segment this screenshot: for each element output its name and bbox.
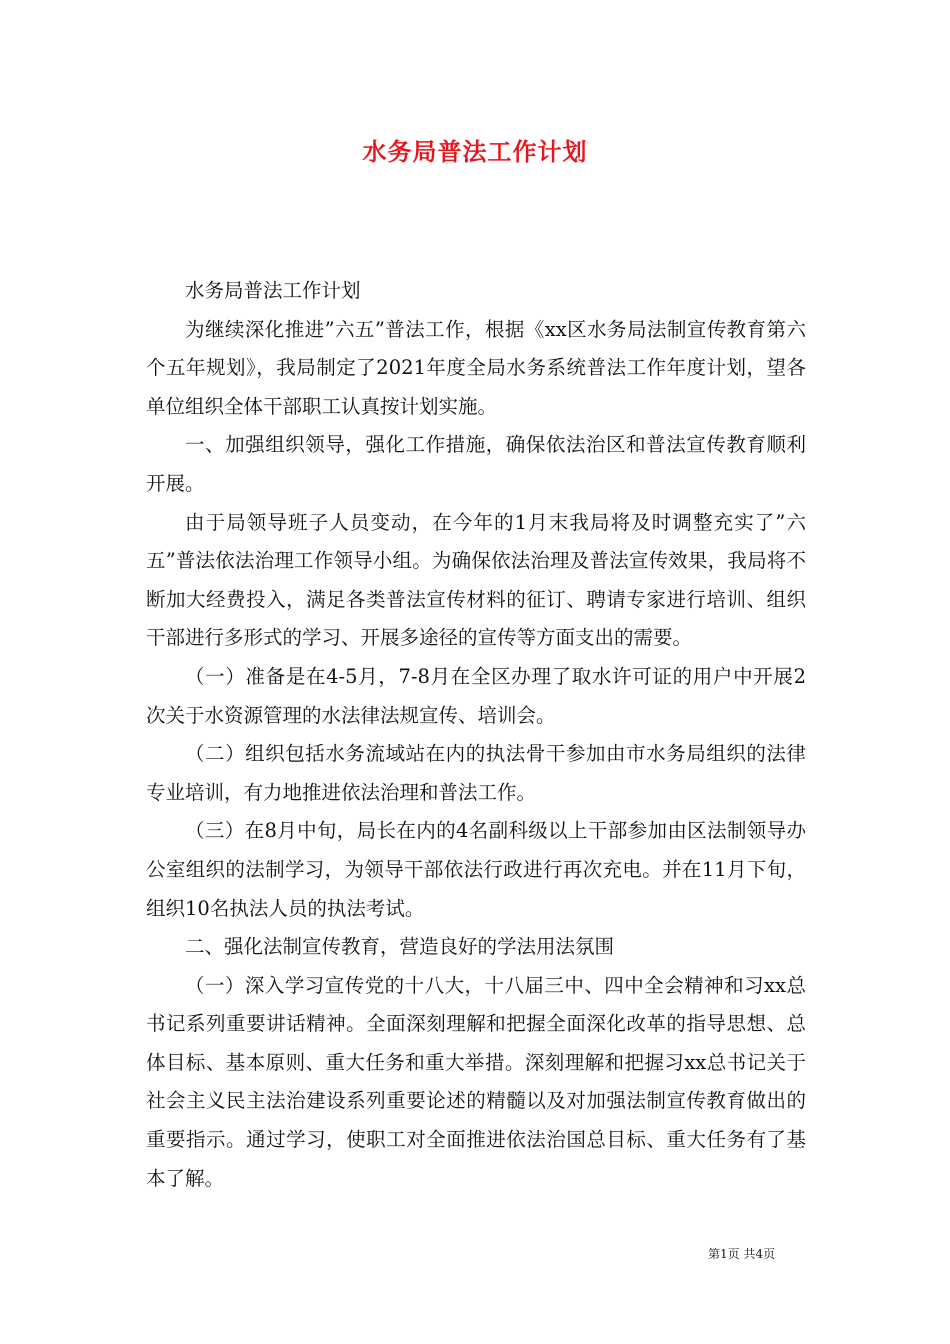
paragraph-intro: 为继续深化推进”六五”普法工作，根据《xx区水务局法制宣传教育第六个五年规划》，我局制定了2021年度全局水务系统普法工作年度计划，望各单位组织全体干部职工认真按计划实施。 xyxy=(146,317,806,418)
section-heading-2: 二、强化法制宣传教育，营造良好的学法用法氛围 xyxy=(185,935,615,959)
document-body xyxy=(146,272,806,1198)
list-item-1-2: （二）组织包括水务流域站在内的执法骨干参加由市水务局组织的法律专业培训，有力地推进依法治理和普法工作。 xyxy=(146,742,806,804)
paragraph-heading: 水务局普法工作计划 xyxy=(185,279,361,302)
paragraph-section-1: 由于局领导班子人员变动，在今年的1月末我局将及时调整充实了”六五”普法依法治理工作领导小组。为确保依法治理及普法宣传效果，我局将不断加大经费投入，满足各类普法宣传材料的征订、聘请专家进行培训、组织干部进行多形式的学习、开展多途径的宣传等方面支出的需要。 xyxy=(146,510,806,650)
section-heading-1: 一、加强组织领导，强化工作措施，确保依法治区和普法宣传教育顺利开展。 xyxy=(146,433,806,495)
list-item-1-3: （三）在8月中旬，局长在内的4名副科级以上干部参加由区法制领导办公室组织的法制学习，为领导干部依法行政进行再次充电。并在11月下旬，组织10名执法人员的执法考试。 xyxy=(146,819,806,920)
list-item-1-1: （一）准备是在4-5月，7-8月在全区办理了取水许可证的用户中开展2次关于水资源管理的水法律法规宣传、培训会。 xyxy=(146,664,806,727)
page-title: 水务局普法工作计划 xyxy=(362,137,588,166)
list-item-2-1: （一）深入学习宣传党的十八大，十八届三中、四中全会精神和习xx总书记系列重要讲话精神。全面深刻理解和把握全面深化改革的指导思想、总体目标、基本原则、重大任务和重大举措。深刻理解和把握习xx总书记关于社会主义民主法治建设系列重要论述的精髓以及对加强法制宣传教育做出的重要指示。通过学习，使职工对全面推进依法治国总目标、重大任务有了基本了解。 xyxy=(146,973,806,1190)
page-number-footer: 第1页 共4页 xyxy=(708,1247,776,1261)
